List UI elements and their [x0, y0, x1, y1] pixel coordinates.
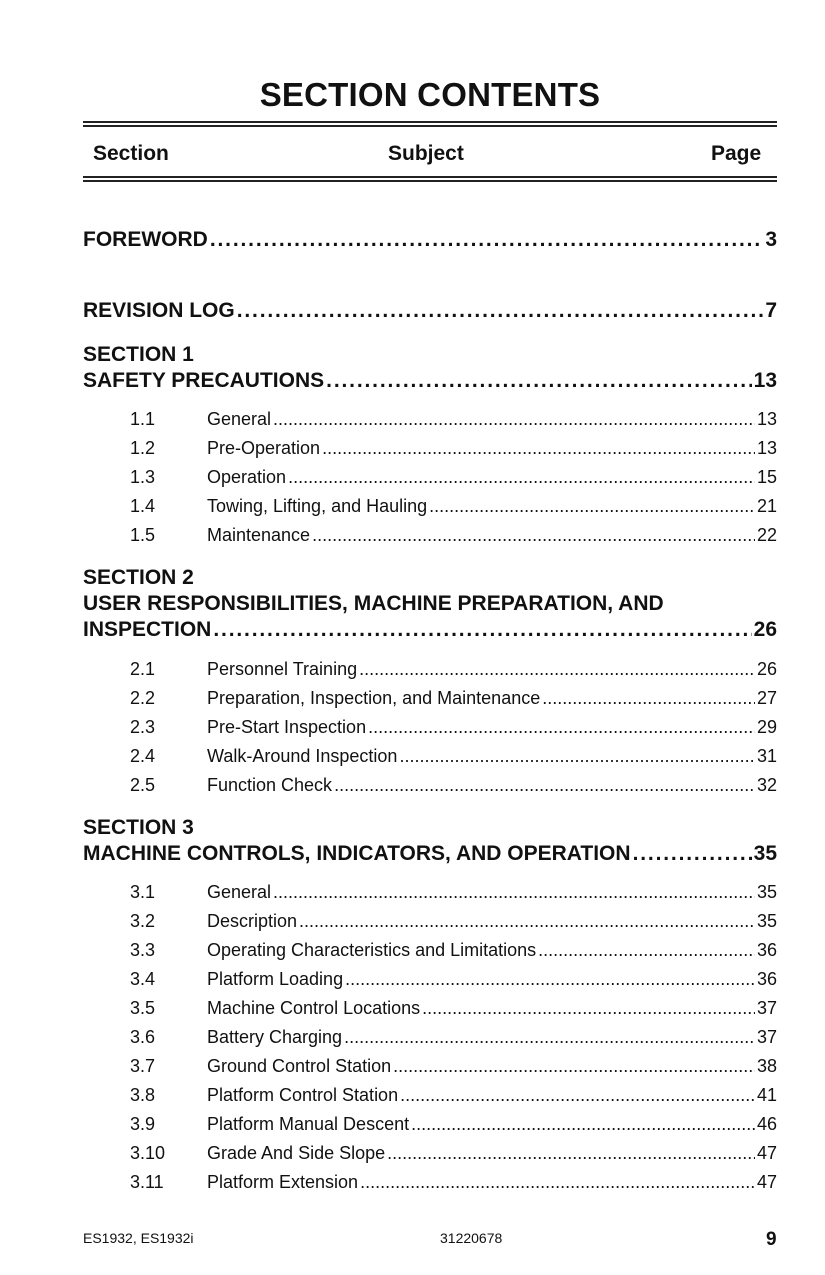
toc-entry-revision-log[interactable] — [83, 298, 777, 324]
subentry-number: 3.5 — [130, 998, 156, 1018]
subentry-title: Pre-Start Inspection — [207, 717, 367, 737]
dot-leader — [345, 968, 755, 990]
subentry-title: General — [207, 882, 272, 902]
subentry-page: 27 — [756, 688, 777, 708]
subentry-number: 2.2 — [130, 688, 156, 708]
dot-leader — [334, 774, 755, 796]
subentry-page: 32 — [756, 775, 777, 795]
section-page: 26 — [753, 618, 777, 641]
subentry-title: Machine Control Locations — [207, 998, 421, 1018]
subentry-page: 36 — [756, 940, 777, 960]
dot-leader — [288, 466, 755, 488]
dot-leader — [273, 408, 755, 430]
subentry-number: 1.2 — [130, 438, 156, 458]
page-title: SECTION CONTENTS — [259, 76, 601, 113]
subentry-number: 3.11 — [130, 1172, 164, 1192]
subentry-page: 37 — [756, 1027, 777, 1047]
section-title: SAFETY PRECAUTIONS — [83, 369, 325, 392]
subentry-number: 3.9 — [130, 1114, 156, 1134]
subentry-title: Maintenance — [207, 525, 311, 545]
subentry-page: 13 — [756, 409, 777, 429]
dot-leader — [400, 1084, 755, 1106]
subentry-number: 2.4 — [130, 746, 156, 766]
dot-leader — [368, 716, 755, 738]
section-title: MACHINE CONTROLS, INDICATORS, AND OPERATION — [83, 842, 631, 865]
toc-section-1[interactable] — [83, 342, 777, 394]
subentry-title: Operating Characteristics and Limitations — [207, 940, 537, 960]
subentry-number: 3.4 — [130, 969, 156, 989]
dot-leader — [213, 617, 751, 643]
subentry-title: Battery Charging — [207, 1027, 343, 1047]
dot-leader — [210, 227, 763, 253]
dot-leader — [422, 997, 755, 1019]
subentry-page: 22 — [756, 525, 777, 545]
subentry-number: 1.3 — [130, 467, 156, 487]
subentry-title: Function Check — [207, 775, 333, 795]
dot-leader — [312, 524, 755, 546]
subentry-page: 37 — [756, 998, 777, 1018]
section-title: INSPECTION — [83, 618, 212, 641]
subentry-title: Operation — [207, 467, 287, 487]
subentry-title: Walk-Around Inspection — [207, 746, 398, 766]
dot-leader — [411, 1113, 755, 1135]
dot-leader — [387, 1142, 755, 1164]
subentry-title: Towing, Lifting, and Hauling — [207, 496, 428, 516]
dot-leader — [322, 437, 755, 459]
subentry-number: 1.4 — [130, 496, 156, 516]
subentry-number: 3.2 — [130, 911, 156, 931]
dot-leader — [429, 495, 755, 517]
section-page: 35 — [753, 842, 777, 865]
subentry-number: 1.5 — [130, 525, 156, 545]
subentry-page: 47 — [756, 1172, 777, 1192]
dot-leader — [360, 1171, 755, 1193]
footer-part-number: 31220678 — [440, 1230, 503, 1246]
toc-entry-page: 7 — [765, 299, 777, 322]
subentry-number: 3.1 — [130, 882, 156, 902]
dot-leader — [299, 910, 755, 932]
subentry-title: Platform Manual Descent — [207, 1114, 410, 1134]
subentry-number: 3.6 — [130, 1027, 156, 1047]
subentry-page: 26 — [756, 659, 777, 679]
dot-leader — [633, 841, 752, 867]
dot-leader — [359, 658, 755, 680]
toc-entry-label: FOREWORD — [83, 228, 208, 251]
toc-entry-page: 3 — [765, 228, 777, 251]
subentry-number: 2.5 — [130, 775, 156, 795]
subentry-page: 46 — [756, 1114, 777, 1134]
subentry-title: Ground Control Station — [207, 1056, 392, 1076]
subentry-number: 3.10 — [130, 1143, 166, 1163]
subentry-title: Personnel Training — [207, 659, 358, 679]
subentry-title: Platform Loading — [207, 969, 344, 989]
subentry-number: 2.1 — [130, 659, 156, 679]
subentry-page: 15 — [756, 467, 777, 487]
subentry-number: 2.3 — [130, 717, 156, 737]
subentry-page: 31 — [756, 746, 777, 766]
subentry-title: Preparation, Inspection, and Maintenance — [207, 688, 541, 708]
toc-entry-label: REVISION LOG — [83, 299, 235, 322]
subentry-page: 47 — [756, 1143, 777, 1163]
column-header-section: Section — [93, 142, 169, 165]
toc-section-2[interactable] — [83, 565, 777, 643]
section-heading: SECTION 2 — [83, 566, 194, 589]
subentry-number: 3.7 — [130, 1056, 156, 1076]
toc-section-3[interactable] — [83, 815, 777, 867]
section-heading: SECTION 1 — [83, 343, 194, 366]
subentry-page: 36 — [756, 969, 777, 989]
subentry-page: 29 — [756, 717, 777, 737]
dot-leader — [393, 1055, 755, 1077]
subentry-page: 35 — [756, 882, 777, 902]
section-heading: SECTION 3 — [83, 816, 194, 839]
dot-leader — [399, 745, 755, 767]
subentry-page: 38 — [756, 1056, 777, 1076]
subentry-page: 13 — [756, 438, 777, 458]
subentry-title: Pre-Operation — [207, 438, 321, 458]
subentry-title: Platform Control Station — [207, 1085, 399, 1105]
table-of-contents — [83, 0, 777, 1275]
dot-leader — [542, 687, 755, 709]
subentry-title: Grade And Side Slope — [207, 1143, 386, 1163]
dot-leader — [237, 298, 764, 324]
subentry-title: Description — [207, 911, 298, 931]
subentry-page: 41 — [756, 1085, 777, 1105]
subentry-page: 21 — [756, 496, 777, 516]
subentry-title: General — [207, 409, 272, 429]
dot-leader — [326, 368, 751, 394]
footer-models: ES1932, ES1932i — [83, 1230, 194, 1246]
subentry-page: 35 — [756, 911, 777, 931]
subentry-number: 1.1 — [130, 409, 156, 429]
subentry-title: Platform Extension — [207, 1172, 359, 1192]
dot-leader — [538, 939, 755, 961]
column-header-page: Page — [711, 142, 762, 165]
subentry-number: 3.3 — [130, 940, 156, 960]
section-title-line: USER RESPONSIBILITIES, MACHINE PREPARATION, AND — [83, 592, 664, 615]
dot-leader — [273, 881, 755, 903]
footer-page-number: 9 — [766, 1229, 777, 1250]
column-header-subject: Subject — [388, 142, 464, 165]
toc-entry-foreword[interactable] — [83, 227, 777, 253]
section-page: 13 — [753, 369, 777, 392]
subentry-number: 3.8 — [130, 1085, 156, 1105]
dot-leader — [344, 1026, 755, 1048]
